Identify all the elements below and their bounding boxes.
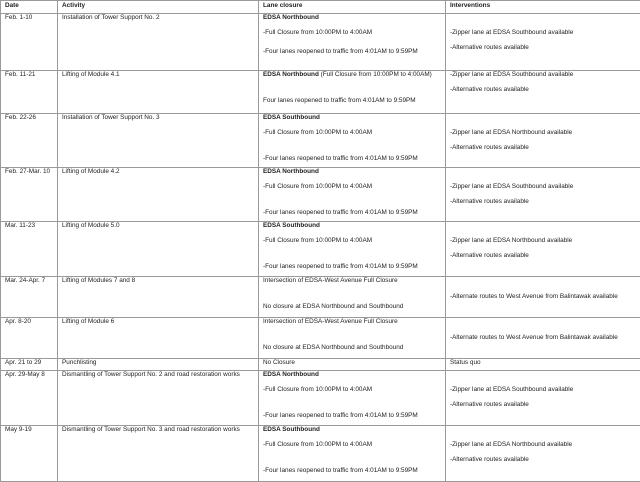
interventions-cell	[446, 222, 640, 277]
interventions-cell	[446, 359, 640, 371]
lane-heading: EDSA Northbound	[263, 71, 319, 78]
intervention-line: -Alternative routes available	[450, 86, 636, 94]
date-cell: Feb. 27-Mar. 10	[1, 168, 58, 222]
interventions-cell	[446, 426, 640, 482]
date-cell: Apr. 29-May 8	[1, 371, 58, 426]
lane-line: -Four lanes reopened to traffic from 4:01AM to 9:59PM	[263, 48, 441, 56]
lane-closure-cell	[259, 371, 446, 426]
lane-closure-cell	[259, 277, 446, 318]
lane-line: No closure at EDSA Northbound and Southbound	[263, 303, 441, 311]
date-cell: Mar. 24-Apr. 7	[1, 277, 58, 318]
date-cell: Feb. 11-21	[1, 71, 58, 114]
lane-heading: EDSA Southbound	[263, 426, 441, 434]
intervention-line: -Zipper lane at EDSA Northbound available	[450, 237, 636, 245]
lane-line: No closure at EDSA Northbound and Southbound	[263, 344, 441, 352]
lane-line: -Four lanes reopened to traffic from 4:01AM to 9:59PM	[263, 467, 441, 475]
interventions-cell	[446, 14, 640, 71]
intervention-line: -Zipper lane at EDSA Southbound available	[450, 71, 636, 79]
activity-cell: Lifting of Modules 7 and 8	[58, 277, 259, 318]
lane-closure-cell	[259, 359, 446, 371]
lane-heading: EDSA Southbound	[263, 114, 441, 122]
activity-cell: Installation of Tower Support No. 3	[58, 114, 259, 168]
lane-line: No Closure	[263, 359, 441, 367]
lane-line: -Full Closure from 10:00PM to 4:00AM	[263, 237, 441, 245]
date-cell: Apr. 21 to 29	[1, 359, 58, 371]
table-row	[1, 14, 640, 71]
intervention-line: -Alternative routes available	[450, 401, 636, 409]
lane-closure-cell	[259, 426, 446, 482]
lane-line: Intersection of EDSA-West Avenue Full Closure	[263, 277, 441, 285]
intervention-line: Status quo	[450, 359, 636, 367]
lane-heading-suffix: (Full Closure from 10:00PM to 4:00AM)	[321, 71, 432, 78]
lane-line: Four lanes reopened to traffic from 4:01AM to 9:59PM	[263, 97, 441, 105]
intervention-line: -Alternate routes to West Avenue from Balintawak available	[450, 293, 636, 301]
lane-heading: EDSA Southbound	[263, 222, 441, 230]
lane-closure-cell	[259, 14, 446, 71]
table-row	[1, 277, 640, 318]
header-lane-closure: Lane closure	[259, 1, 446, 14]
lane-line: -Full Closure from 10:00PM to 4:00AM	[263, 29, 441, 37]
table-row	[1, 359, 640, 371]
date-cell: Feb. 22-26	[1, 114, 58, 168]
lane-line: -Full Closure from 10:00PM to 4:00AM	[263, 386, 441, 394]
lane-line: -Full Closure from 10:00PM to 4:00AM	[263, 183, 441, 191]
lane-line: -Full Closure from 10:00PM to 4:00AM	[263, 441, 441, 449]
lane-heading: EDSA Northbound	[263, 168, 441, 176]
intervention-line: -Zipper lane at EDSA Southbound available	[450, 386, 636, 394]
date-cell: Feb. 1-10	[1, 14, 58, 71]
activity-cell: Dismantling of Tower Support No. 2 and road restoration works	[58, 371, 259, 426]
table-row	[1, 114, 640, 168]
date-cell: May 9-19	[1, 426, 58, 482]
header-interventions: Interventions	[446, 1, 640, 14]
activity-cell: Lifting of Module 4.2	[58, 168, 259, 222]
lane-closure-cell	[259, 222, 446, 277]
intervention-line: -Alternate routes to West Avenue from Balintawak available	[450, 334, 636, 342]
header-activity: Activity	[58, 1, 259, 14]
table-row	[1, 426, 640, 482]
intervention-line: -Alternative routes available	[450, 198, 636, 206]
lane-closure-cell	[259, 71, 446, 114]
activity-cell: Dismantling of Tower Support No. 3 and road restoration works	[58, 426, 259, 482]
table-row	[1, 168, 640, 222]
interventions-cell	[446, 114, 640, 168]
lane-closure-cell	[259, 168, 446, 222]
intervention-line: -Alternative routes available	[450, 252, 636, 260]
lane-line: -Full Closure from 10:00PM to 4:00AM	[263, 129, 441, 137]
lane-line: -Four lanes reopened to traffic from 4:01AM to 9:59PM	[263, 263, 441, 271]
interventions-cell	[446, 168, 640, 222]
lane-closure-cell	[259, 114, 446, 168]
lane-heading: EDSA Northbound	[263, 14, 441, 22]
table-row	[1, 371, 640, 426]
intervention-line: -Zipper lane at EDSA Southbound available	[450, 183, 636, 191]
lane-closure-cell	[259, 318, 446, 359]
interventions-cell	[446, 318, 640, 359]
header-row	[1, 1, 640, 14]
lane-heading: EDSA Northbound	[263, 371, 441, 379]
intervention-line: -Zipper lane at EDSA Northbound available	[450, 441, 636, 449]
lane-line: Intersection of EDSA-West Avenue Full Closure	[263, 318, 441, 326]
intervention-line: -Zipper lane at EDSA Southbound available	[450, 29, 636, 37]
table-row	[1, 318, 640, 359]
intervention-line: -Alternative routes available	[450, 44, 636, 52]
activity-cell: Lifting of Module 4.1	[58, 71, 259, 114]
table-row	[1, 71, 640, 114]
intervention-line: -Alternative routes available	[450, 456, 636, 464]
interventions-cell	[446, 371, 640, 426]
lane-line: -Four lanes reopened to traffic from 4:01AM to 9:59PM	[263, 209, 441, 217]
interventions-cell	[446, 277, 640, 318]
lane-line: -Four lanes reopened to traffic from 4:01AM to 9:59PM	[263, 412, 441, 420]
date-cell: Mar. 11-23	[1, 222, 58, 277]
activity-cell: Punchlisting	[58, 359, 259, 371]
lane-line: -Four lanes reopened to traffic from 4:01AM to 9:59PM	[263, 155, 441, 163]
date-cell: Apr. 8-20	[1, 318, 58, 359]
activity-cell: Lifting of Module 5.0	[58, 222, 259, 277]
interventions-cell	[446, 71, 640, 114]
activity-cell: Lifting of Module 6	[58, 318, 259, 359]
intervention-line: -Alternative routes available	[450, 144, 636, 152]
activity-cell: Installation of Tower Support No. 2	[58, 14, 259, 71]
intervention-line: -Zipper lane at EDSA Northbound available	[450, 129, 636, 137]
header-date: Date	[1, 1, 58, 14]
table-row	[1, 222, 640, 277]
